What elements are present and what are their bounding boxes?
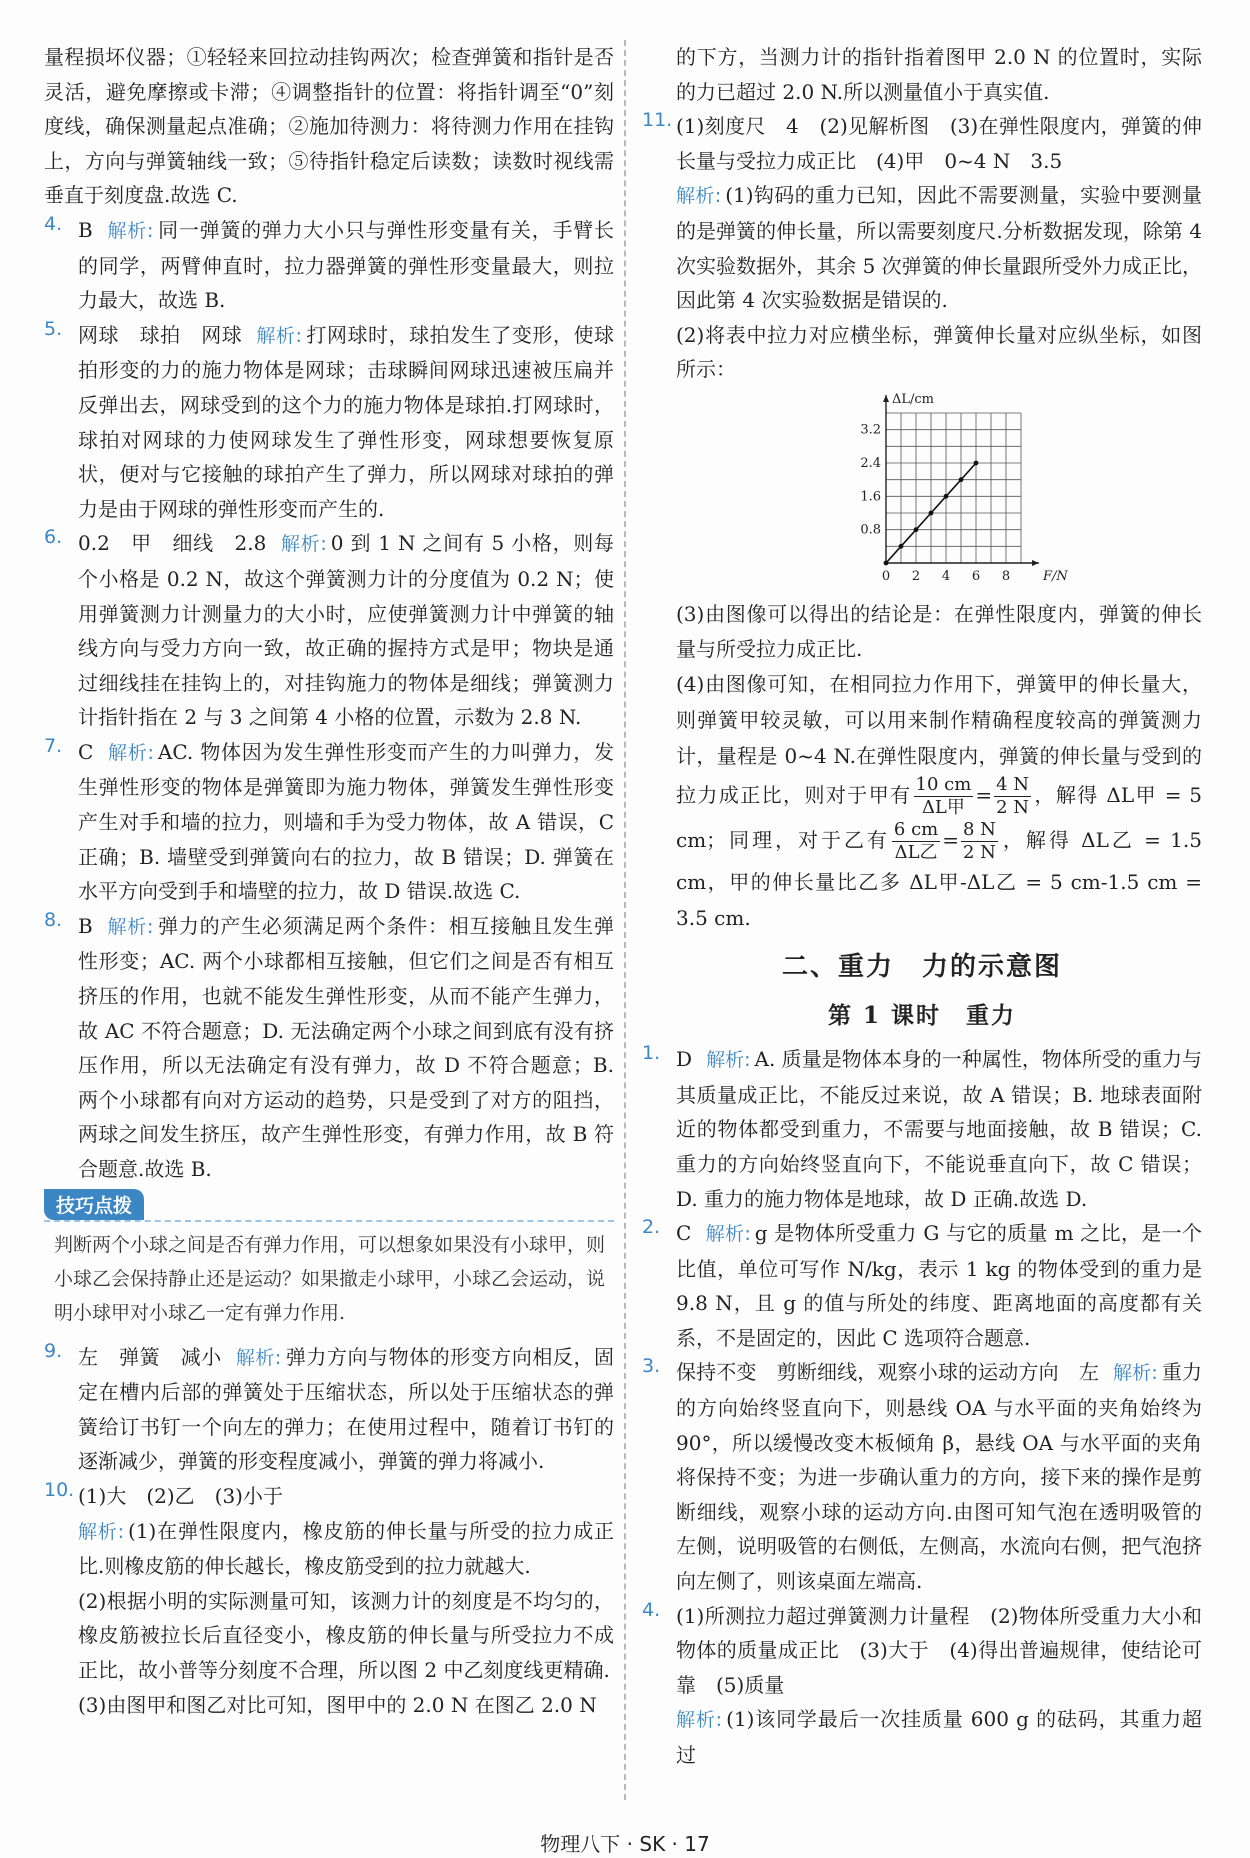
fraction [914,774,974,819]
question-1 [642,1042,1202,1216]
answer: 网球 球拍 网球 [78,322,243,347]
question-number: 8. [44,908,63,931]
tip-box [44,1189,614,1330]
data-point [914,527,919,532]
page-footer: 物理八下 · SK · 17 [540,1832,710,1856]
x-tick-label: 4 [941,568,951,584]
question-5 [44,318,614,527]
left-column [44,40,614,1722]
answer: (1)所测拉力超过弹簧测力计量程 (2)物体所受重力大小和物体的质量成正比 (3)大于 (4)得出普遍规律，使结论可靠 (5)质量 [676,1603,1202,1697]
tip-title: 技巧点拨 [44,1189,144,1220]
analysis-text-part: (4)由图像可知，在相同拉力作用下，弹簧甲的伸长量大，则弹簧甲较灵敏，可以用来制作精确程度较高的弹簧测力计，量程是 0~4 N.在弹性限度内，弹簧的伸长量与受到的拉力成正比，则对于甲有 [676,672,1202,808]
question-3 [642,1355,1202,1598]
analysis-text: 打网球时，球拍发生了变形，使球拍形变的力的施力物体是网球；击球瞬间网球迅速被压扁并反弹出去，网球受到的这个力的施力物体是球拍.打网球时，球拍对网球的力使网球发生了弹性形变，网球想要恢复原状，便对与它接触的球拍产生了弹力，所以网球对球拍的弹力是由于网球的弹性形变而产生的. [78,322,615,521]
x-tick-label: 8 [1001,568,1011,584]
analysis-text: 同一弹簧的弹力大小只与弹性形变量有关，手臂长的同学，两臂伸直时，拉力器弹簧的弹性形变量最大，则拉力最大，故选 B. [78,217,614,313]
answer: (1)刻度尺 4 (2)见解析图 (3)在弹性限度内，弹簧的伸长量与受拉力成正比 (4)甲 0~4 N 3.5 [676,114,1202,173]
tip-text: 判断两个小球之间是否有弹力作用，可以想象如果没有小球甲，则小球乙会保持静止还是运动？如果撤走小球甲，小球乙会运动，说明小球甲对小球乙一定有弹力作用. [44,1220,614,1330]
question-7 [44,735,614,909]
question-8 [44,909,614,1187]
question-number: 10. [44,1478,75,1501]
answer: D [676,1047,693,1072]
analysis-text: 弹力方向与物体的形变方向相反，固定在槽内后部的弹簧处于压缩状态，所以处于压缩状态的弹簧给订书钉一个向左的弹力；在使用过程中，随着订书钉的逐渐减少，弹簧的形变程度减小，弹簧的弹力将减小. [78,1344,615,1474]
fraction [994,774,1031,819]
question-number: 11. [642,109,673,132]
answer: C [676,1221,692,1246]
question-number: 4. [44,212,63,235]
analysis-text: g 是物体所受重力 G 与它的质量 m 之比，是一个比值，单位可写作 N/kg，表示 1 kg 的物体受到的重力是 9.8 N，且 g 的值与所处的纬度、距离地面的高度都有关系，不是固定的，因此 C 选项符合题意. [676,1221,1202,1350]
fraction-top: 8 N [963,819,996,841]
section-title: 二、重力 力的示意图 [781,952,1062,983]
x-axis-label: F/N [1043,568,1068,584]
intro-paragraph: 量程损坏仪器；①轻轻来回拉动挂钩两次；检查弹簧和指针是否灵活，避免摩擦或卡滞；④调整指针的位置：将指针调至“0”刻度线，确保测量起点准确；②施加待测力：将待测力作用在挂钩上，方向与弹簧轴线一致；⑤待指针稳定后读数；读数时视线需垂直于刻度盘.故选 C. [44,45,614,208]
y-tick-label: 3.2 [860,422,881,438]
fraction-bottom: ΔL乙 [894,842,938,864]
question-number: 4. [642,1598,661,1621]
analysis-text: (4)由图像可知，在相同拉力作用下，弹簧甲的伸长量大，则弹簧甲较灵敏，可以用来制作精确程度较高的弹簧测力计，量程是 0~4 N.在弹性限度内，弹簧的伸长量与受到的拉力成正比，则对于甲有 $\frac{10 cm}{\text{ΔL甲}}$ = $\frac{4 N}{2 N}$ ，解得 ΔL甲 = 5 cm；同理，对于乙有 $\frac{6 cm}{\text{ΔL乙}}$ = $\frac{8 N}{2 N}$ ，解得 ΔL乙 = 1.5 cm，甲的伸长量比乙多 ΔL甲-ΔL乙 = 5 cm-1.5 cm = 3.5 cm. [676,672,1203,931]
fraction-top: 10 cm [915,774,972,796]
analysis-text: (3)由图像可以得出的结论是：在弹性限度内，弹簧的伸长量与所受拉力成正比. [676,601,1202,661]
question-number: 2. [642,1216,661,1239]
fraction-top: 6 cm [893,819,939,841]
analysis-tag: 解析: [106,915,154,938]
fraction-bottom: ΔL甲 [921,797,965,819]
right-column [642,40,1202,1773]
question-number: 3. [642,1355,661,1378]
analysis-text: 重力的方向始终竖直向下，则悬线 OA 与水平面的夹角始终为 90°，所以缓慢改变木板倾角 β，悬线 OA 与水平面的夹角将保持不变；为进一步确认重力的方向，接下来的操作是剪断细线，观察小球的运动方向.由图可知气泡在透明吸管的左侧，说明吸管的右侧低，左侧高，水流向右侧，把气泡挤向左侧了，则该桌面左端高. [676,1360,1203,1594]
answer: 0.2 甲 细线 2.8 [78,531,267,556]
y-axis-arrow [883,395,889,402]
analysis-tag: 解析: [280,533,327,556]
question-number: 6. [44,526,63,549]
question-11 [642,109,1202,936]
y-tick-label: 1.6 [860,489,881,505]
analysis-tag: 解析: [235,1346,282,1369]
analysis-tag: 解析: [106,219,154,242]
data-point [959,477,964,482]
analysis-tag: 解析: [256,324,302,347]
analysis-text: A. 质量是物体本身的一种属性，物体所受的重力与其质量成正比，不能反过来说，故 A 错误；B. 地球表面附近的物体都受到重力，不需要与地面接触，故 B 错误；C. 重力的方向始终竖直向下，不能说垂直向下，故 C 错误；D. 重力的施力物体是地球，故 D 正确.故选 D. [676,1047,1202,1211]
question-2 [642,1216,1202,1355]
answer: 保持不变 剪断细线，观察小球的运动方向 左 [676,1360,1100,1385]
extension-force-chart [846,393,1076,593]
analysis-text: (2)将表中拉力对应横坐标，弹簧伸长量对应纵坐标，如图所示： [676,322,1202,382]
data-point [899,544,904,549]
analysis-text: (1)在弹性限度内，橡皮筋的伸长量与所受的拉力成正比.则橡皮筋的伸长越长，橡皮筋受到的拉力就越大. [78,1518,614,1579]
analysis-tag: 解析: [107,741,154,764]
analysis-text: (3)由图甲和图乙对比可知，图甲中的 2.0 N 在图乙 2.0 N [78,1692,597,1717]
fraction-bottom: 2 N [996,797,1030,819]
x-tick-label: 6 [971,568,981,584]
answer: 左 弹簧 减小 [78,1344,222,1369]
question-number: 7. [44,734,63,757]
analysis-text: (1)该同学最后一次挂质量 600 g 的砝码，其重力超过 [676,1707,1202,1767]
data-point [884,561,889,566]
x-tick-label: 2 [911,568,921,584]
analysis-text: (1)钩码的重力已知，因此不需要测量，实验中要测量的是弹簧的伸长量，所以需要刻度尺.分析数据发现，除第 4 次实验数据外，其余 5 次弹簧的伸长量跟所受外力成正比，因此第 4 次实验数据是错误的. [676,183,1202,313]
question-number: 9. [44,1339,63,1362]
analysis-text: 0 到 1 N 之间有 5 小格，则每个小格是 0.2 N，故这个弹簧测力计的分度值为 0.2 N；使用弹簧测力计测量力的大小时，应使弹簧测力计中弹簧的轴线方向与受力方向一致，故正确的握持方式是甲；物块是通过细线挂在挂钩上的，对挂钩施力的物体是细线；弹簧测力计指针指在 2 与 3 之间第 4 小格的位置，示数为 2.8 N. [78,531,614,730]
data-point [929,511,934,516]
question-number: 1. [642,1042,661,1065]
analysis-tag: 解析: [706,1049,751,1072]
question-10 [44,1479,614,1722]
fraction [892,819,940,864]
answer: C [78,739,94,764]
fraction-bottom: 2 N [963,842,996,864]
question-number: 5. [44,317,63,340]
column-divider [624,40,626,1800]
continued-text: 的下方，当测力计的指针指着图甲 2.0 N 的位置时，实际的力已超过 2.0 N.所以测量值小于真实值. [676,45,1202,104]
data-point [974,461,979,466]
y-axis-label: ΔL/cm [892,392,935,407]
analysis-text: (2)根据小明的实际测量可知，该测力计的刻度是不均匀的，橡皮筋被拉长后直径变小，橡皮筋的伸长量与所受拉力不成正比，故小普等分刻度不合理，所以图 2 中乙刻度线更精确. [78,1588,614,1682]
answer: B [78,217,93,242]
analysis-tag: 解析: [676,1709,723,1732]
analysis-text-part: ，解得 ΔL乙 = 1.5 cm，甲的伸长量比乙多 ΔL甲-ΔL乙 = 5 cm-1.5 cm = 3.5 cm. [676,828,1202,931]
analysis-text: 弹力的产生必须满足两个条件：相互接触且发生弹性形变；AC. 两个小球都相互接触，但它们之间是否有相互挤压的作用，也就不能发生弹性形变，从而不能产生弹力，故 AC 不符合题意；D. 无法确定两个小球之间到底有没有挤压作用，所以无法确定有没有弹力，故 D 不符合题意；B. 两个小球都有向对方运动的趋势，只是受到了对方的阻挡，两球之间发生挤压，故产生弹性形变，有弹力作用，故 B 符合题意.故选 B. [78,913,614,1181]
fraction-top: 4 N [996,774,1030,796]
y-tick-label: 0.8 [860,522,881,538]
analysis-text-part: ，解得 ΔL甲 = 5 cm；同理，对于乙有 [676,783,1203,853]
answer: B [78,913,93,938]
question-4-right [642,1599,1202,1773]
analysis-tag: 解析: [676,185,722,208]
analysis-tag: 解析: [78,1520,125,1543]
analysis-tag: 解析: [705,1223,751,1246]
fraction [961,819,998,864]
question-9 [44,1340,614,1479]
analysis-text: AC. 物体因为发生弹性形变而产生的力叫弹力，发生弹性形变的物体是弹簧即为施力物体，弹簧发生弹性形变产生对手和墙的拉力，则墙和手为受力物体，故 A 错误，C 正确；B. 墙壁受到弹簧向右的拉力，故 B 错误；D. 弹簧在水平方向受到手和墙壁的拉力，故 D 错误.故选 C. [78,739,614,904]
lesson-title: 第 1 课时 重力 [827,1002,1017,1030]
x-axis-arrow [1032,560,1039,566]
x-tick-label: 0 [881,568,891,584]
question-6 [44,526,614,735]
y-tick-label: 2.4 [860,455,881,471]
analysis-tag: 解析: [1113,1362,1158,1385]
answer: (1)大 (2)乙 (3)小于 [78,1483,283,1508]
data-point [944,494,949,499]
question-4 [44,213,614,318]
